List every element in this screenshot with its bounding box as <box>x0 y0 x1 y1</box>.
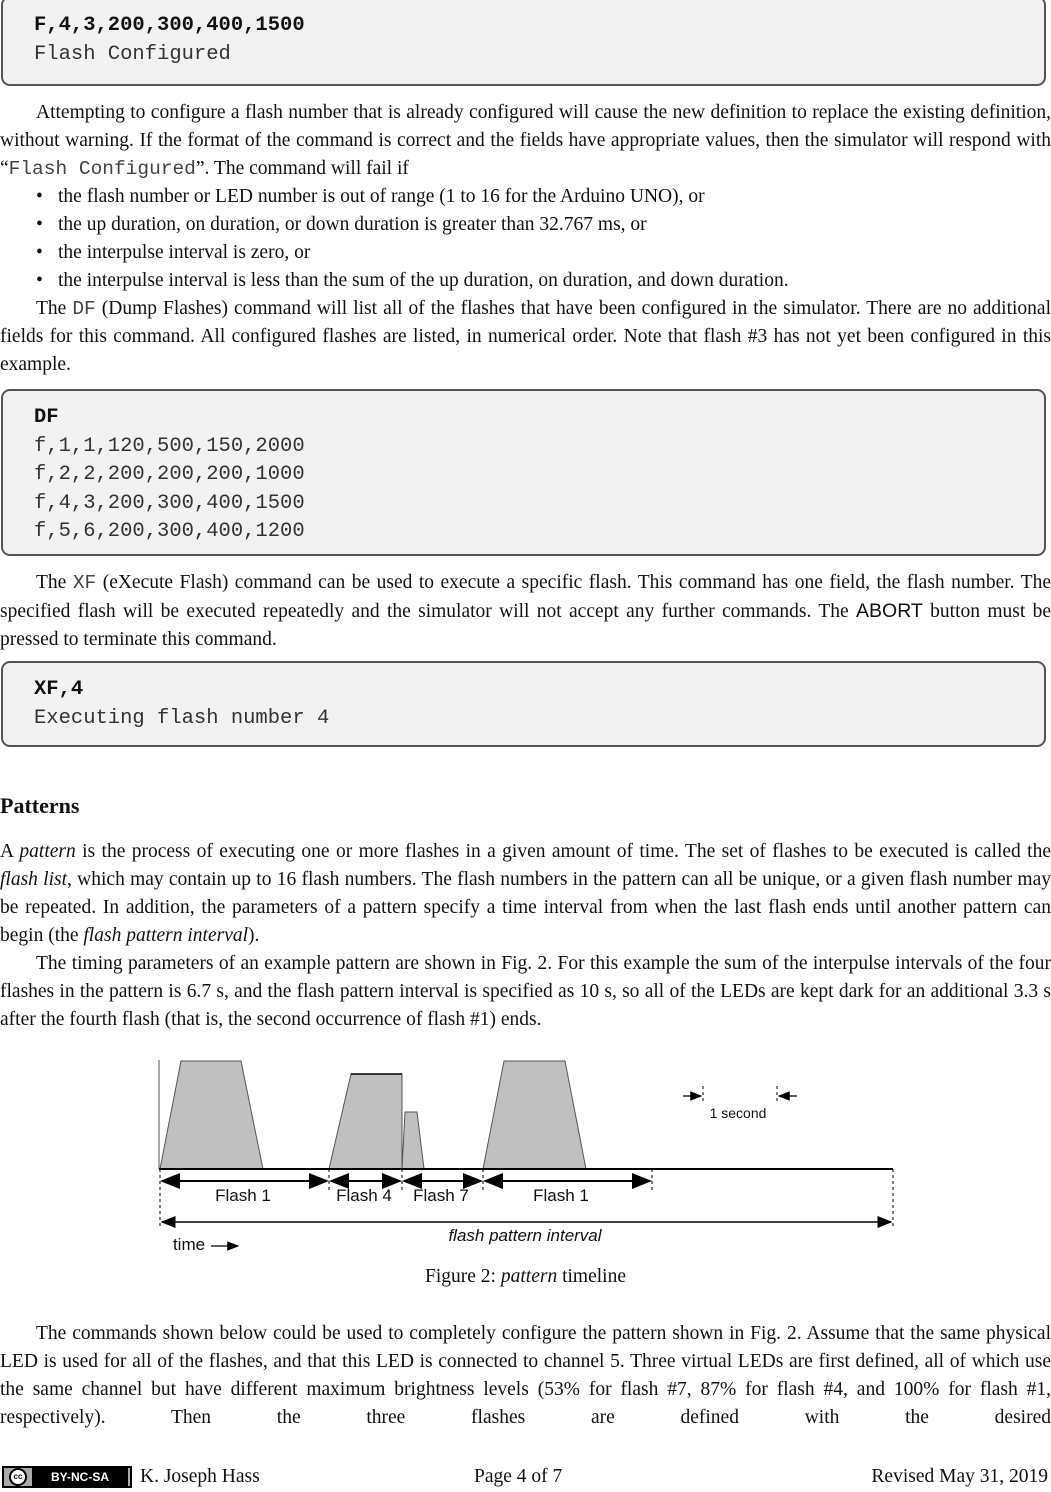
text: ”. The command will fail if <box>195 158 409 179</box>
code-line: f,1,1,120,500,150,2000 <box>34 434 305 458</box>
text: A <box>0 841 20 862</box>
label-flash-7: Flash 7 <box>413 1186 469 1205</box>
text: (eXecute Flash) command can be used to execute a specific flash. This command has one field, the flash number. The specified flash will be executed repeatedly and the simulator will not accept any further commands. The <box>0 572 1051 622</box>
inline-code: XF <box>72 572 97 594</box>
list-item: • the up duration, on duration, or down duration is greater than 32.767 ms, or <box>0 211 1051 239</box>
label-time: time <box>172 1235 206 1254</box>
author: K. Joseph Hass <box>140 1466 260 1487</box>
code-command: F,4,3,200,300,400,1500 <box>34 14 305 37</box>
figure-caption <box>0 1266 1051 1288</box>
term: pattern <box>19 841 76 862</box>
label-flash-1b: Flash 1 <box>533 1186 589 1205</box>
flash-1b-pulse <box>483 1061 586 1169</box>
code-command: XF,4 <box>34 678 84 701</box>
code-command: DF <box>34 406 59 429</box>
term: flash pattern interval <box>83 925 249 946</box>
code-line: f,2,2,200,200,200,1000 <box>34 463 305 486</box>
page-number: Page 4 of 7 <box>474 1466 563 1487</box>
inline-code: Flash Configured <box>8 158 196 180</box>
label-flash-4: Flash 4 <box>336 1186 392 1205</box>
inline-code: DF <box>72 298 96 320</box>
paragraph-commands <box>0 1320 1051 1432</box>
text: , which may contain up to 16 flash numbers. The flash numbers in the pattern can all be unique, or a given flash number may be repeated. In addition, the parameters of a pattern specify a time interval from when the last flash ends until another pattern can begin (the <box>0 869 1051 946</box>
flash-7-pulse <box>402 1112 424 1169</box>
text: (Dump Flashes) command will list all of the flashes that have been configured in the simulator. There are no additional fields for this command. All configured flashes are listed, in numerical order. Note that flash #3 has not yet been configured in this example. <box>0 298 1051 375</box>
flash-4-pulse <box>329 1074 402 1169</box>
text: The <box>36 572 73 593</box>
code-response: Flash Configured <box>34 42 231 66</box>
code-line: f,5,6,200,300,400,1200 <box>34 520 305 543</box>
term: pattern <box>500 1266 558 1287</box>
text: timeline <box>557 1266 626 1287</box>
license-text: BY-NC-SA <box>32 1468 128 1486</box>
code-line: f,4,3,200,300,400,1500 <box>34 491 305 515</box>
text: The commands shown below could be used to completely configure the pattern shown in Fig. 2. Assume that the same physical LED is used for all of the flashes, and that this LED is connected to channel 5. Three virtual LEDs are first defined, all of which use the same channel but have different maximum brightness levels (53% for flash #7, 87% for flash #4, and 100% for flash #1, respectively). Then the three flashes are defined with the desired <box>0 1323 1051 1428</box>
text: Figure 2: <box>425 1266 501 1287</box>
text: Attempting to configure a flash number that is already configured will cause the new definition to replace the existing definition, without warning. If the format of the command is correct and the fields have appropriate values, then the simulator will respond with “ <box>0 102 1051 179</box>
label-flash-1: Flash 1 <box>215 1186 271 1205</box>
label-one-second: 1 second <box>709 1105 767 1121</box>
text: The <box>36 298 73 319</box>
heading-patterns: Patterns <box>0 793 80 818</box>
list-item: • the flash number or LED number is out of range (1 to 16 for the Arduino UNO), or <box>0 183 1051 211</box>
cc-icon <box>4 1468 32 1486</box>
page-footer <box>0 1462 1051 1490</box>
text: ). <box>248 925 260 946</box>
revised-date: Revised May 31, 2019 <box>871 1466 1048 1487</box>
flash-1-pulse <box>160 1061 263 1169</box>
text: is the process of executing one or more flashes in a given amount of time. The set of flashes to be executed is called the <box>75 841 1051 862</box>
text: button must be pressed to terminate this command. <box>0 601 1051 650</box>
list-item: • the interpulse interval is less than the sum of the up duration, on duration, and down duration. <box>0 267 1051 295</box>
paragraph-timing: The timing parameters of an example pattern are shown in Fig. 2. For this example the sum of the interpulse intervals of the four flashes in the pattern is 6.7 s, and the flash pattern interval is specified as 10 s, so all of the LEDs are kept dark for an additional 3.3 s after the fourth flash (that is, the second occurrence of flash #1) ends. <box>0 953 1051 1030</box>
label-interval: flash pattern interval <box>448 1226 602 1245</box>
code-response: Executing flash number 4 <box>34 706 330 730</box>
cc-license-badge <box>2 1466 132 1488</box>
list-item: • the interpulse interval is zero, or <box>0 239 1051 267</box>
abort-label: ABORT <box>856 600 923 622</box>
cc-text: cc <box>9 1468 27 1486</box>
term: flash list <box>0 869 68 890</box>
